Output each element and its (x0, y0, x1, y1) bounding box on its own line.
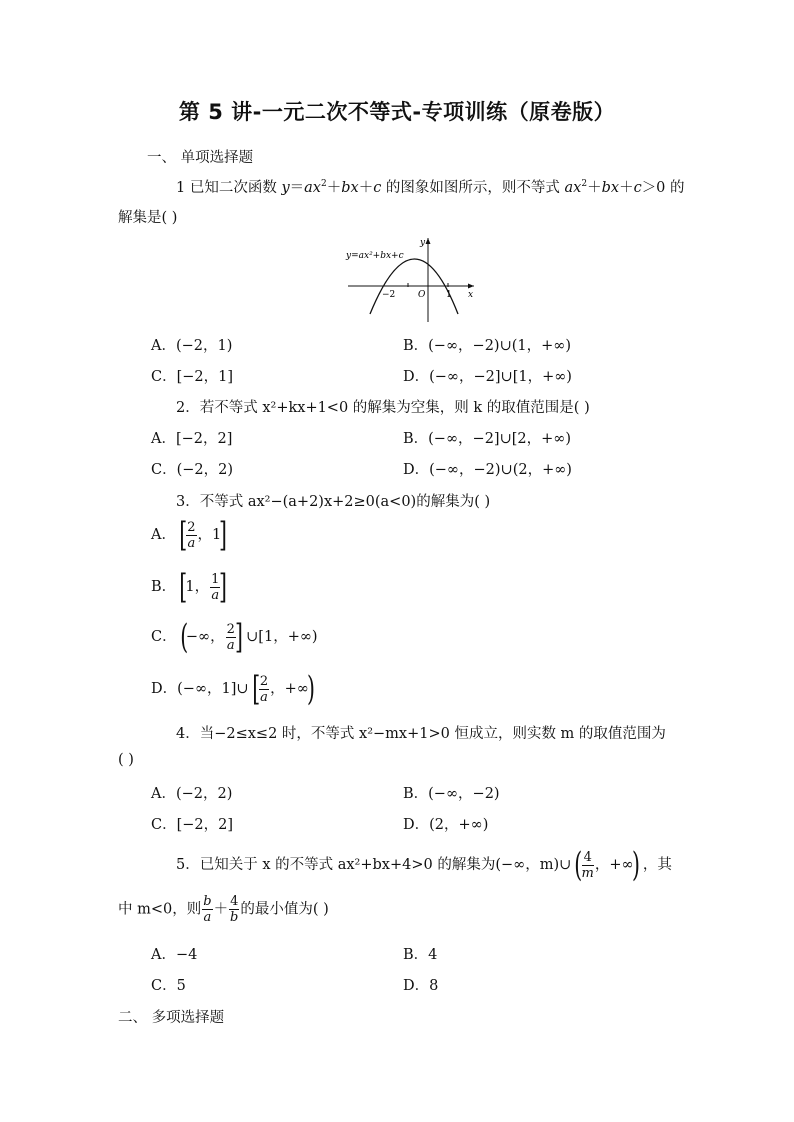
q3-option-b[interactable]: B．[1， $\frac{1}{a}$ ] (151, 567, 228, 607)
q4-option-b[interactable]: B．(−∞，−2) (403, 786, 500, 802)
graph-equation-label: y=ax²+bx+c (346, 251, 404, 261)
q1-option-b[interactable]: B．(−∞，−2)∪(1，+∞) (403, 338, 571, 354)
graph-tick-minus2: −2 (382, 290, 396, 300)
q5-option-a[interactable]: A．−4 (151, 947, 198, 963)
q5-option-c[interactable]: C．5 (151, 978, 186, 994)
page-title: 第 5 讲-一元二次不等式-专项训练（原卷版） (178, 100, 616, 124)
q2-stem: 2．若不等式 x²+kx+1<0 的解集为空集，则 k 的取值范围是( ) (176, 400, 590, 416)
q1-option-a[interactable]: A．(−2，1) (151, 338, 233, 354)
q3-stem: 3．不等式 ax²−(a+2)x+2≥0(a<0)的解集为( ) (176, 494, 491, 510)
q4-option-d[interactable]: D．(2，+∞) (403, 817, 489, 833)
q3-option-d[interactable]: D．(−∞，1]∪[ $\frac{2}{a}$ ，+∞) (151, 669, 315, 709)
q2-option-a[interactable]: A．[−2，2] (151, 431, 233, 447)
graph-y-label: y (420, 238, 426, 248)
q1-stem-line1: 1 已知二次函数 $y=ax^2+bx+c$ 的图象如图所示，则不等式 $ax^2+bx+c>0$ 的 (176, 179, 685, 196)
q5-option-d[interactable]: D．8 (403, 978, 439, 994)
q4-stem-line2: ( ) (118, 752, 134, 768)
q2-option-b[interactable]: B．(−∞，−2]∪[2，+∞) (403, 431, 571, 447)
q1-stem-line2: 解集是( ) (118, 210, 178, 226)
q4-stem-line1: 4．当−2≤x≤2 时，不等式 x²−mx+1>0 恒成立，则实数 m 的取值范围为 (176, 726, 666, 742)
q2-option-d[interactable]: D．(−∞，−2)∪(2，+∞) (403, 462, 572, 478)
q5-stem-line1: 5．已知关于 x 的不等式 ax²+bx+4>0 的解集为(−∞，m)∪( $\frac{4}{m}$ ，+∞) ，其 (176, 845, 672, 885)
graph-x-label: x (468, 290, 474, 300)
q4-option-a[interactable]: A．(−2，2) (151, 786, 233, 802)
q4-option-c[interactable]: C．[−2，2] (151, 817, 234, 833)
graph-origin-label: O (418, 290, 426, 300)
section-heading-single-choice: 一、 单项选择题 (147, 150, 254, 166)
q3-option-a[interactable]: A．[ $\frac{2}{a}$ ，1] (151, 515, 228, 555)
q1-option-c[interactable]: C．[−2，1] (151, 369, 234, 385)
q2-option-c[interactable]: C．(−2，2) (151, 462, 234, 478)
q3-option-c[interactable]: C．(−∞， $\frac{2}{a}$ ] ∪[1，+∞) (151, 617, 318, 657)
q1-parabola-graph (340, 234, 480, 324)
q1-option-d[interactable]: D．(−∞，−2]∪[1，+∞) (403, 369, 572, 385)
q5-option-b[interactable]: B．4 (403, 947, 438, 963)
graph-tick-1: 1 (446, 290, 452, 300)
section-heading-multi-choice: 二、 多项选择题 (118, 1010, 225, 1026)
q5-stem-line2: 中 m<0，则 $\frac{b}{a}$ ＋ $\frac{4}{b}$ 的最小值为( ) (118, 894, 329, 925)
